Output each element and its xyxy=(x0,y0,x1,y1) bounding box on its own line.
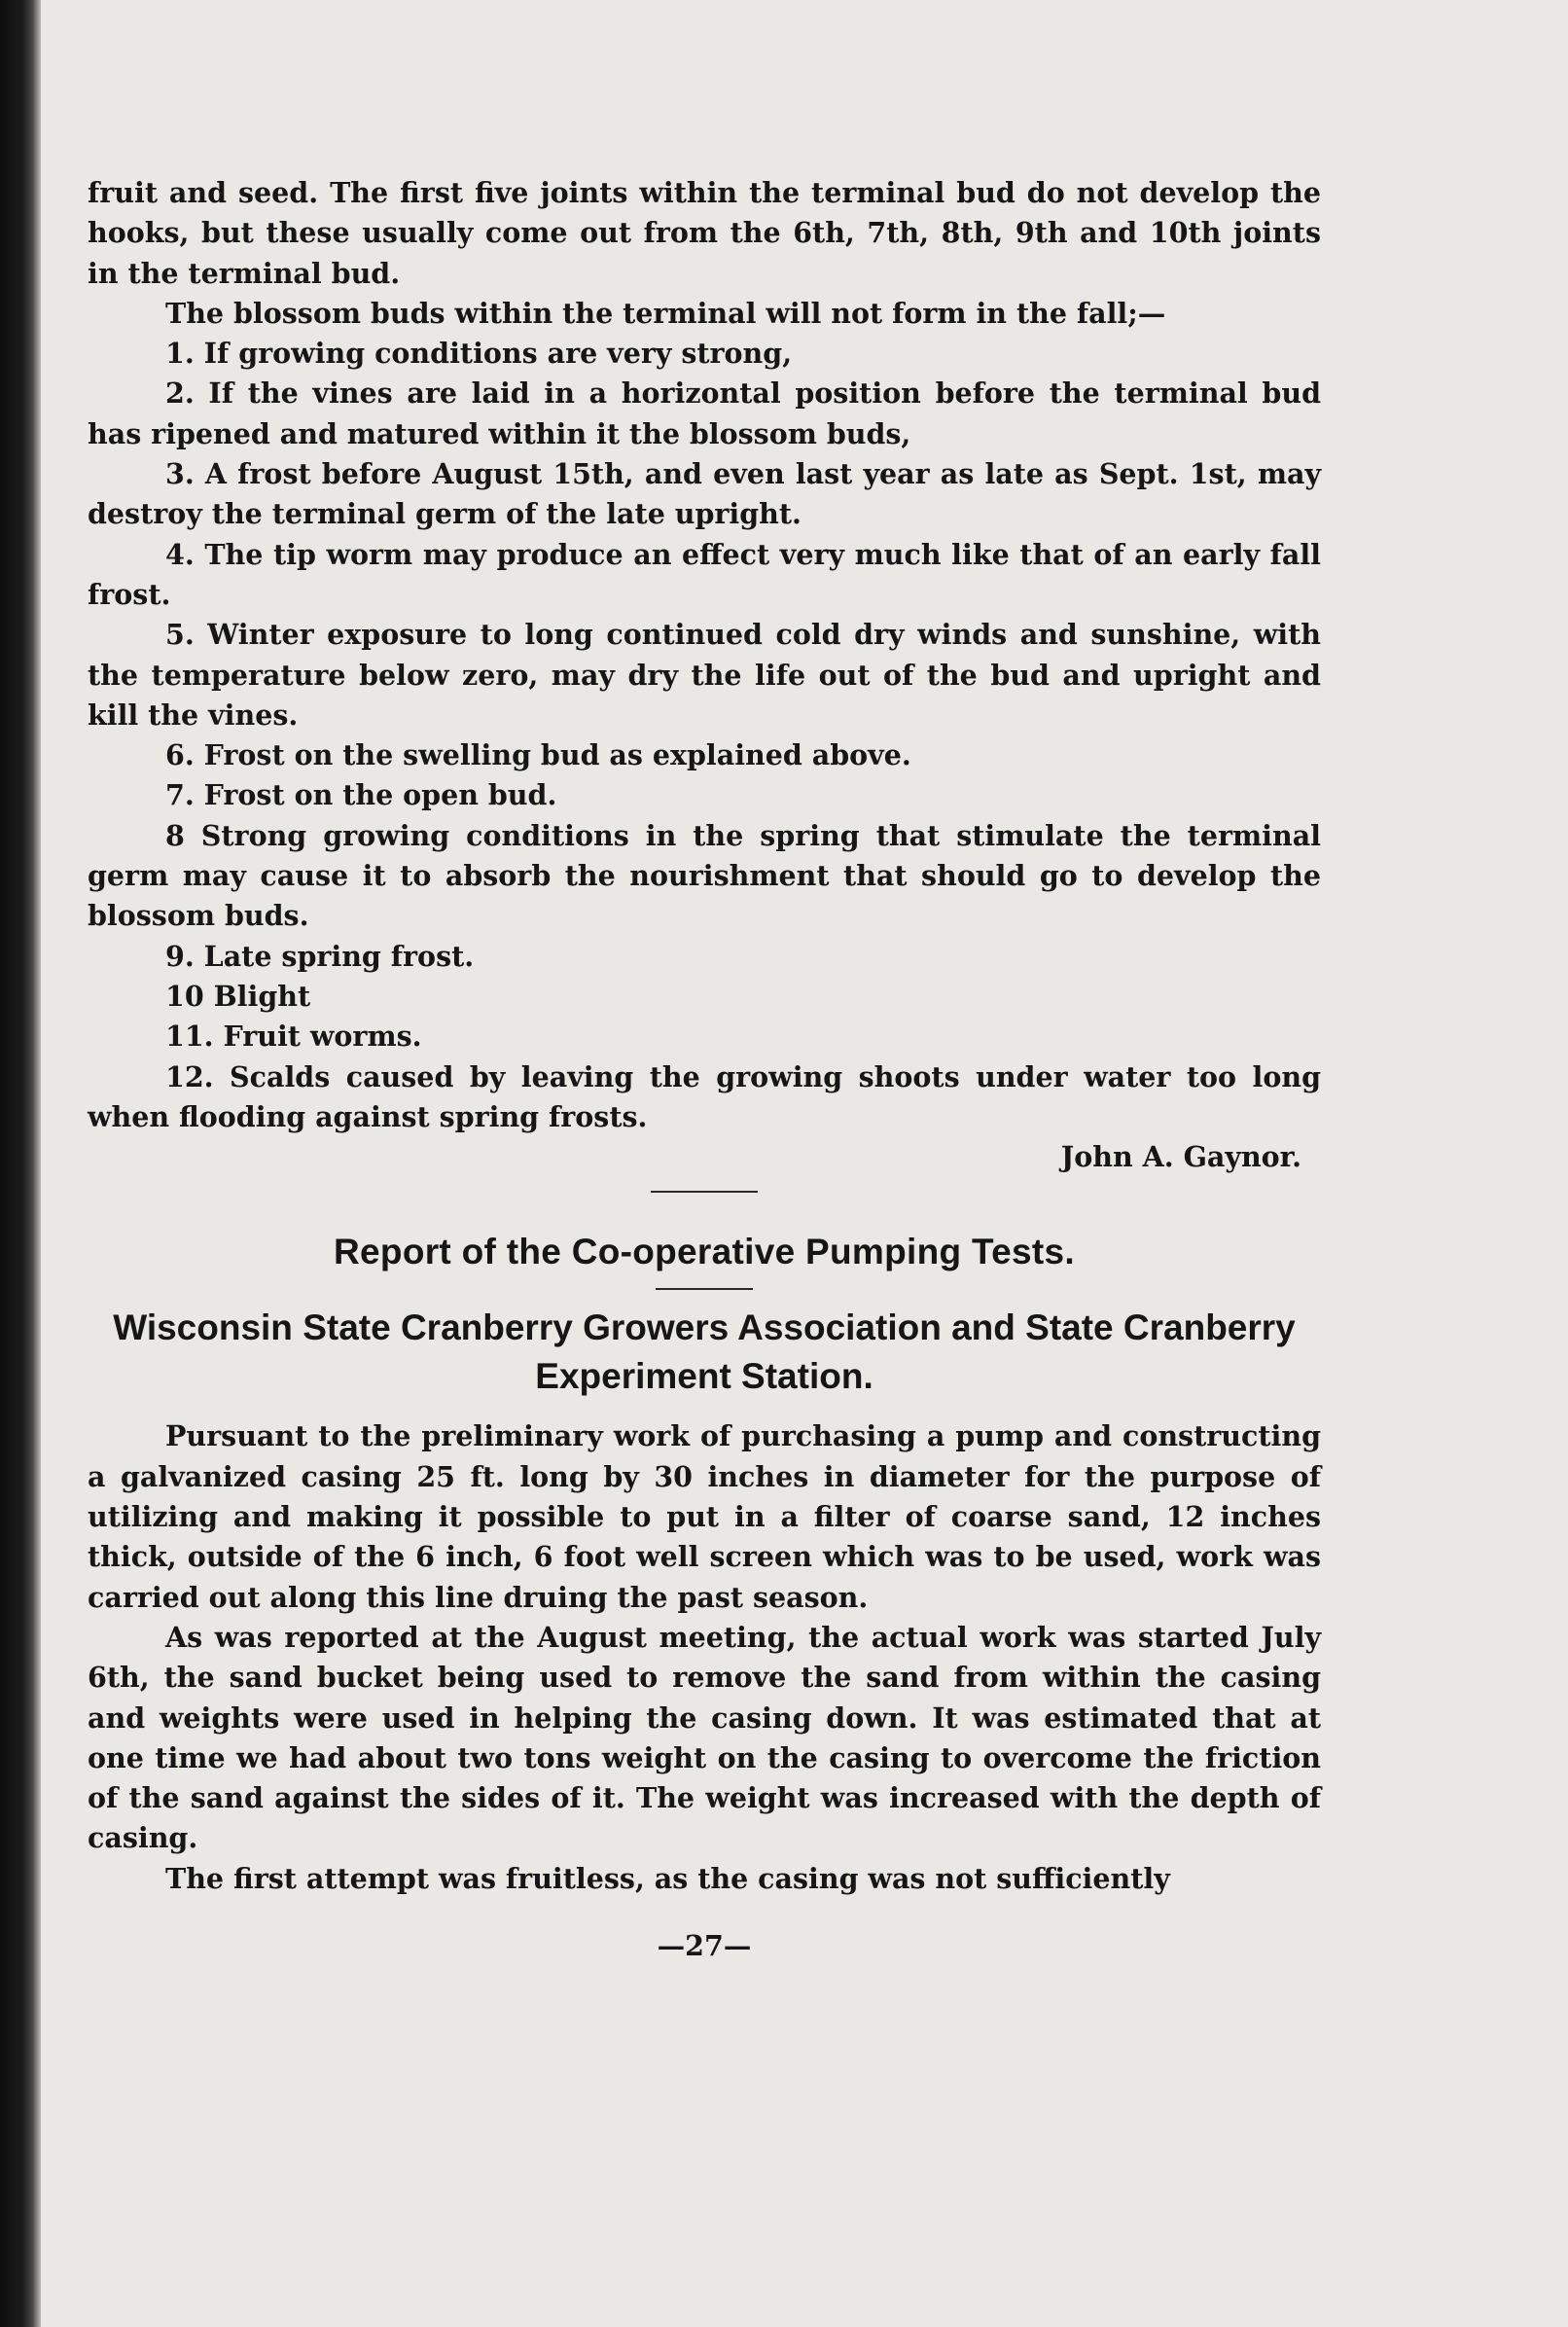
list-item: 1. If growing conditions are very strong, xyxy=(165,337,793,371)
report-subtitle: Wisconsin State Cranberry Growers Association and State Cranberry Experiment Station. xyxy=(113,1307,1296,1397)
document-page xyxy=(88,173,1321,1966)
title-divider xyxy=(656,1288,753,1290)
page-number: —27— xyxy=(657,1928,752,1962)
paragraph-continuation: fruit and seed. The first five joints within the terminal bud do not develop the hooks, but these usually come out from the 6th, 7th, 8th, 9th and 10th joints in the terminal bud. xyxy=(88,176,1321,290)
list-item: 8 Strong growing conditions in the spring that stimulate the terminal germ may cause it to absorb the nourishment that should go to develop the blossom buds. xyxy=(88,818,1321,933)
list-item: 11. Fruit worms. xyxy=(165,1020,422,1054)
paragraph-pursuant: Pursuant to the preliminary work of purchasing a pump and constructing a galvanized casing 25 ft. long by 30 inches in diameter for the purpose of utilizing and making it possible to put in a filter of coarse sand, 12 inches thick, outside of the 6 inch, 6 foot well screen which was to be used, work was carried out along this line druing the past season. xyxy=(88,1419,1321,1614)
list-item: 7. Frost on the open bud. xyxy=(165,778,557,812)
list-item: 6. Frost on the swelling bud as explained above. xyxy=(165,738,911,772)
paragraph-first-attempt: The first attempt was fruitless, as the casing was not sufficiently xyxy=(165,1861,1170,1895)
list-item: 12. Scalds caused by leaving the growing shoots under water too long when flooding against spring frosts. xyxy=(88,1059,1321,1133)
list-item: 5. Winter exposure to long continued cold dry winds and sunshine, with the temperature below zero, may dry the life out of the bud and upright and kill the vines. xyxy=(88,618,1321,732)
section-divider xyxy=(651,1191,758,1193)
book-binding-shadow xyxy=(0,0,41,2327)
paragraph-blossom-intro: The blossom buds within the terminal will not form in the fall;— xyxy=(165,296,1166,330)
list-item: 9. Late spring frost. xyxy=(165,939,475,973)
list-item: 3. A frost before August 15th, and even last year as late as Sept. 1st, may destroy the terminal germ of the late upright. xyxy=(88,457,1321,531)
paragraph-august-meeting: As was reported at the August meeting, the actual work was started July 6th, the sand bucket being used to remove the sand from within the casing and weights were used in helping the casing down. It was estimated that at one time we had about two tons weight on the casing to overcome the friction of the sand against the sides of it. The weight was increased with the depth of casing. xyxy=(88,1620,1321,1855)
list-item: 2. If the vines are laid in a horizontal position before the terminal bud has ripened and matured within it the blossom buds, xyxy=(88,376,1321,450)
list-item: 10 Blight xyxy=(165,979,311,1013)
list-item: 4. The tip worm may produce an effect very much like that of an early fall frost. xyxy=(88,537,1321,611)
report-title: Report of the Co-operative Pumping Tests. xyxy=(334,1232,1075,1272)
author-signature: John A. Gaynor. xyxy=(1060,1140,1301,1174)
numbered-list xyxy=(88,334,1321,1137)
